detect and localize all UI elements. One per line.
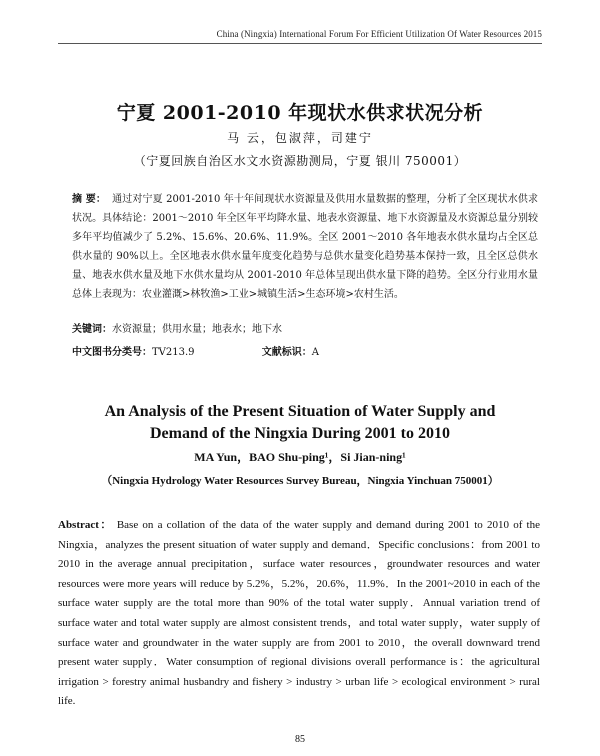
doc-code-value: A <box>311 347 319 358</box>
class-value: TV213.9 <box>152 347 195 358</box>
chinese-abstract-label: 摘 要： <box>72 194 107 205</box>
class-label: 中文图书分类号： <box>72 347 152 358</box>
keywords-text: 水资源量；供用水量；地表水；地下水 <box>112 324 282 335</box>
chinese-authors: 马 云，包淑萍，司建宁 <box>227 131 373 145</box>
chinese-keywords <box>72 320 282 335</box>
page-number: 85 <box>295 734 305 745</box>
chinese-title: 宁夏 2001-2010 年现状水供求状况分析 <box>116 102 484 124</box>
english-abstract-text: Base on a collation of the data of the water supply and demand during 2001 to 2010 of the Ningxia，analyzes the present situation of water supply and demand．Specific conclusions：from 2001 to 2010 in the average annual precipitation，surface water resources，groundwater resources and water resources were more years will reduce by 5.2%，5.2%，20.6%，11.9%．In the 2001~2010 in each of the surface water supply are the total more than 90% of the total water supply．Annual variation trend of surface water and total water supply are almost consistent trends，and total water supply，water supply of surface water and groundwater in the water supply are from 2001 to 2010，the overall downward trend present water supply．Water consumption of regional divisions overall performance is：the agricultural irrigation > forestry animal husbandry and fishery > industry > urban life > ecological environment > rural life. <box>58 519 540 708</box>
chinese-abstract-text: 通过对宁夏 2001-2010 年十年间现状水资源量及供用水量数据的整理，分析了全区现状水供求状况。具体结论：2001～2010 年全区年平均降水量、地表水资源量、地下水资源量及水资源总量分别较多年平均值减少了 5.2%、15.6%、20.6%、11.9%。全区 2001～2010 各年地表水供水量均占全区总供水量的 90%以上。全区地表水供水量年度变化趋势与总供水量变化趋势基本保持一致，且全区总供水量、地表水供水量及地下水供水量均从 2001-2010 年总体呈现出供水量下降的趋势。全区分行业用水量总体上表现为：农业灌溉>林牧渔>工业>城镇生活>生态环境>农村生活。 <box>72 194 538 300</box>
english-title-line-1: An Analysis of the Present Situation of Water Supply and <box>104 403 496 420</box>
doc-code-label: 文献标识： <box>261 347 312 358</box>
english-title-line-2: Demand of the Ningxia During 2001 to 2010 <box>149 425 450 442</box>
english-authors: MA Yun，BAO Shu-ping¹，Si Jian-ning¹ <box>194 450 406 464</box>
chinese-affiliation: （宁夏回族自治区水文水资源勘测局，宁夏 银川 750001） <box>133 154 467 168</box>
english-abstract <box>58 516 540 712</box>
english-abstract-label: Abstract： <box>58 519 113 531</box>
classification-line <box>72 343 319 358</box>
keywords-label: 关键词： <box>72 324 112 335</box>
english-title <box>0 401 600 445</box>
running-header: China (Ningxia) International Forum For Efficient Utilization Of Water Resources 2015 <box>216 29 542 39</box>
chinese-abstract <box>72 190 538 304</box>
header-rule <box>58 43 542 44</box>
english-affiliation: （Ningxia Hydrology Water Resources Survey Bureau，Ningxia Yinchuan 750001） <box>101 475 499 487</box>
